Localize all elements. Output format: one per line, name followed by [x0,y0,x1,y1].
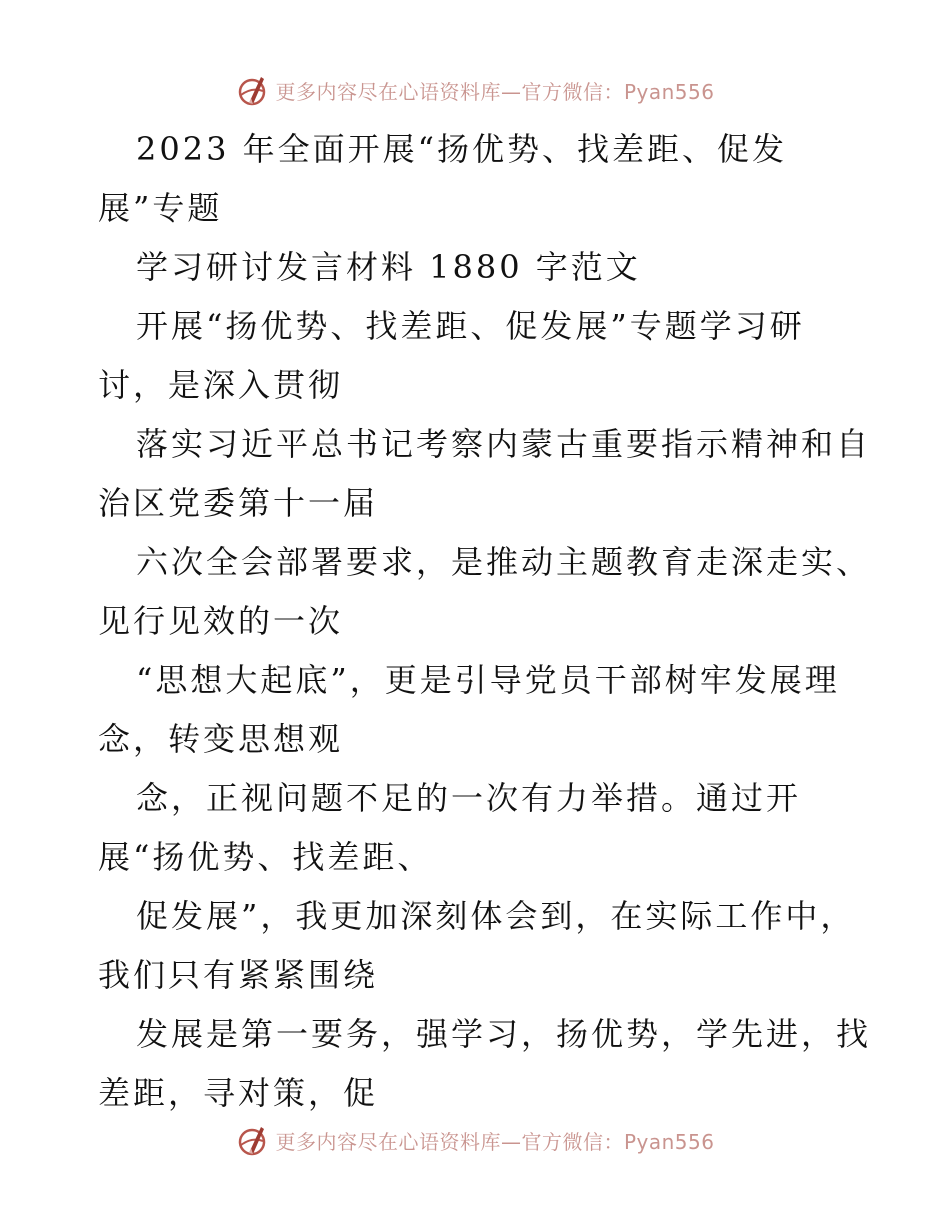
header-banner-text: 更多内容尽在心语资料库—官方微信：Pyan556 [275,79,715,104]
doc-line: “思想大起底”，更是引导党员干部树牢发展理 [136,661,840,699]
doc-line: 治区党委第十一届 [98,484,379,522]
doc-line: 念，正视问题不足的一次有力举措。通过开 [136,779,802,817]
doc-line: 开展“扬优势、找差距、促发展”专题学习研 [136,307,805,345]
header-banner [0,70,950,110]
pen-globe-logo-icon [235,1123,269,1157]
doc-line: 念，转变思想观 [98,720,344,758]
doc-line: 差距，寻对策，促 [98,1074,379,1112]
footer-banner [0,1120,950,1160]
pen-globe-logo-icon [235,73,269,107]
footer-banner-text: 更多内容尽在心语资料库—官方微信：Pyan556 [275,1129,715,1154]
doc-line: 展”专题 [98,189,223,227]
doc-line: 讨，是深入贯彻 [98,366,344,404]
document-body [98,120,872,1123]
doc-line: 六次全会部署要求，是推动主题教育走深走实、 [136,543,872,581]
doc-line: 展“扬优势、找差距、 [98,838,433,876]
doc-line: 我们只有紧紧围绕 [98,956,379,994]
doc-line: 促发展”，我更加深刻体会到，在实际工作中， [136,897,856,935]
doc-line: 发展是第一要务，强学习，扬优势，学先进，找 [136,1015,872,1053]
doc-line: 见行见效的一次 [98,602,344,640]
doc-line: 落实习近平总书记考察内蒙古重要指示精神和自 [136,425,872,463]
doc-line: 2023 年全面开展“扬优势、找差距、促发 [136,130,787,168]
doc-line: 学习研讨发言材料 1880 字范文 [136,248,641,286]
